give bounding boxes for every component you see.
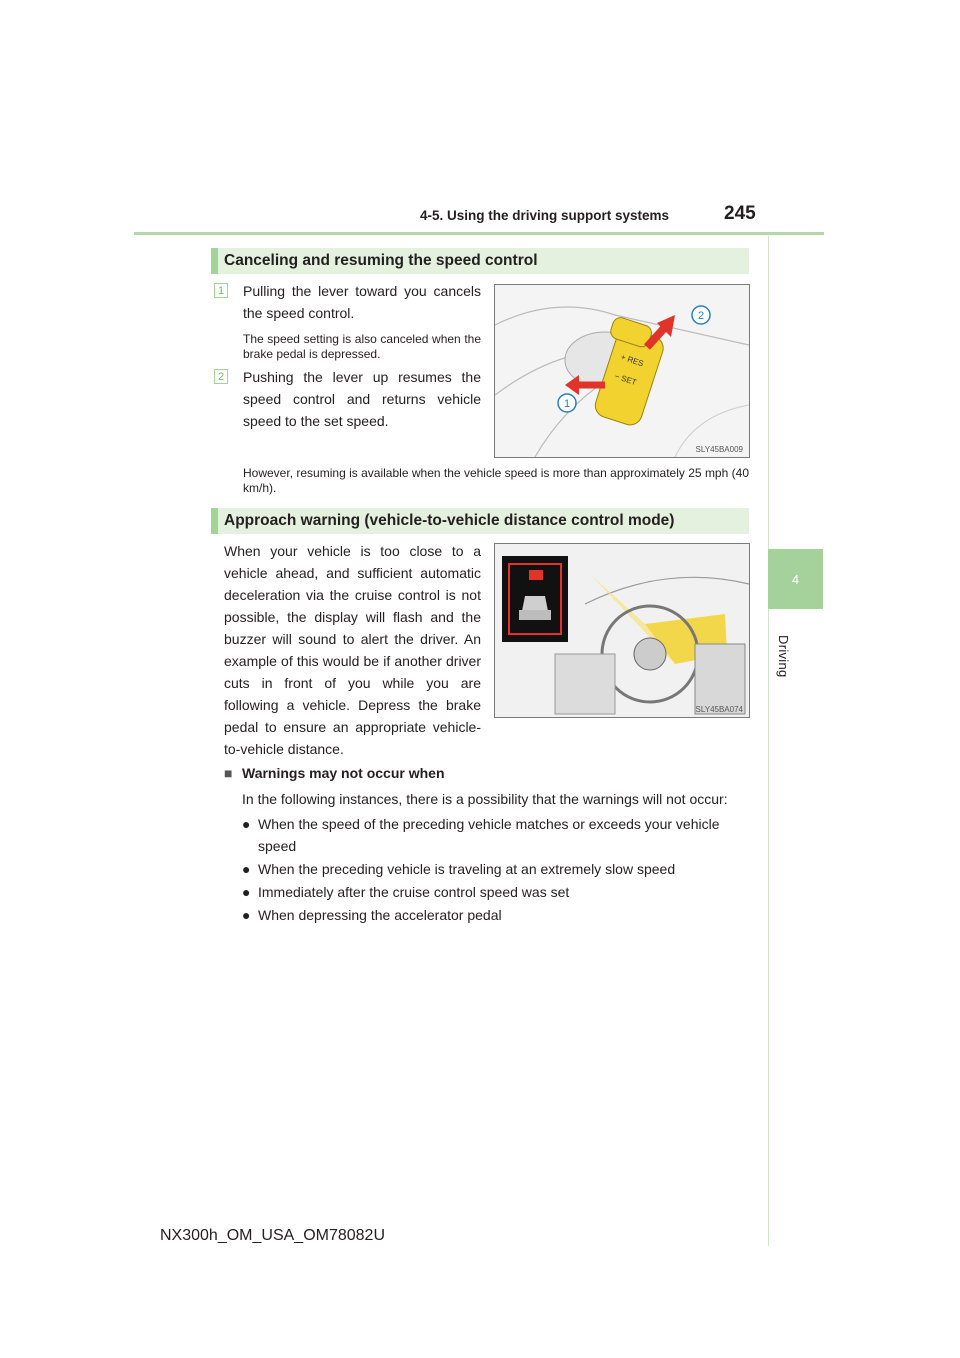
side-tab-rule	[768, 236, 769, 1246]
chapter-number: 4	[791, 571, 800, 587]
bullet-marker: ●	[242, 861, 251, 877]
page-number: 245	[724, 203, 756, 224]
list-item-text: When the preceding vehicle is traveling at an extremely slow speed	[258, 861, 676, 877]
figure-code: SLY45BA009	[695, 445, 743, 454]
step-1-text: Pulling the lever toward you cancels the speed control.	[243, 283, 481, 321]
bullet-marker: ●	[242, 907, 251, 923]
list-item-text: When depressing the accelerator pedal	[258, 907, 502, 923]
dashboard-illustration	[495, 544, 749, 717]
bullet-marker: ●	[242, 816, 251, 832]
section-heading-approach-warning: Approach warning (vehicle-to-vehicle distance control mode)	[211, 508, 749, 534]
list-item	[242, 904, 752, 926]
chapter-tab	[768, 549, 823, 609]
section-heading-canceling: Canceling and resuming the speed control	[211, 248, 749, 274]
step-number-2: 2	[214, 369, 228, 384]
chapter-label: Driving	[776, 635, 791, 678]
figure-callout-2: 2	[697, 310, 705, 322]
list-item-text: When the speed of the preceding vehicle matches or exceeds your vehicle speed	[258, 816, 720, 854]
step-2-text: Pushing the lever up resumes the speed control and returns vehicle speed to the set speed.	[243, 369, 481, 429]
resume-note: However, resuming is available when the vehicle speed is more than approximately 25 mph (40 km/h).	[243, 466, 749, 495]
list-item	[242, 813, 752, 857]
svg-text:− SET: − SET	[613, 371, 638, 388]
warnings-heading: Warnings may not occur when	[242, 765, 445, 781]
list-item-text: Immediately after the cruise control speed was set	[258, 884, 570, 900]
header-rule	[134, 232, 824, 235]
approach-warning-body: When your vehicle is too close to a vehicle ahead, and sufficient automatic deceleration via the cruise control is not possible, the display will flash and the buzzer will sound to alert the driver. An example of this would be if another driver cuts in front of you while you are following a vehicle. Depress the brake pedal to ensure an appropriate vehicle-to-vehicle distance.	[224, 543, 481, 757]
warnings-intro: In the following instances, there is a possibility that the warnings will not occur:	[242, 791, 728, 807]
warnings-heading-row	[224, 764, 445, 782]
list-item	[242, 881, 752, 903]
footer-doc-code: NX300h_OM_USA_OM78082U	[160, 1227, 386, 1244]
bullet-marker: ●	[242, 884, 251, 900]
step-1-note: The speed setting is also canceled when the brake pedal is depressed.	[243, 332, 481, 361]
list-item	[242, 858, 752, 880]
step-number-1: 1	[214, 283, 228, 298]
figure-callout-1: 1	[563, 398, 571, 410]
svg-text:+ RES: + RES	[619, 352, 645, 369]
running-header-section: 4-5. Using the driving support systems	[420, 208, 670, 223]
warnings-heading-marker: ■	[224, 765, 233, 781]
figure-dashboard-warning	[494, 543, 750, 718]
lever-illustration	[495, 285, 749, 457]
figure-code-2: SLY45BA074	[695, 705, 743, 714]
figure-cruise-lever	[494, 284, 750, 458]
